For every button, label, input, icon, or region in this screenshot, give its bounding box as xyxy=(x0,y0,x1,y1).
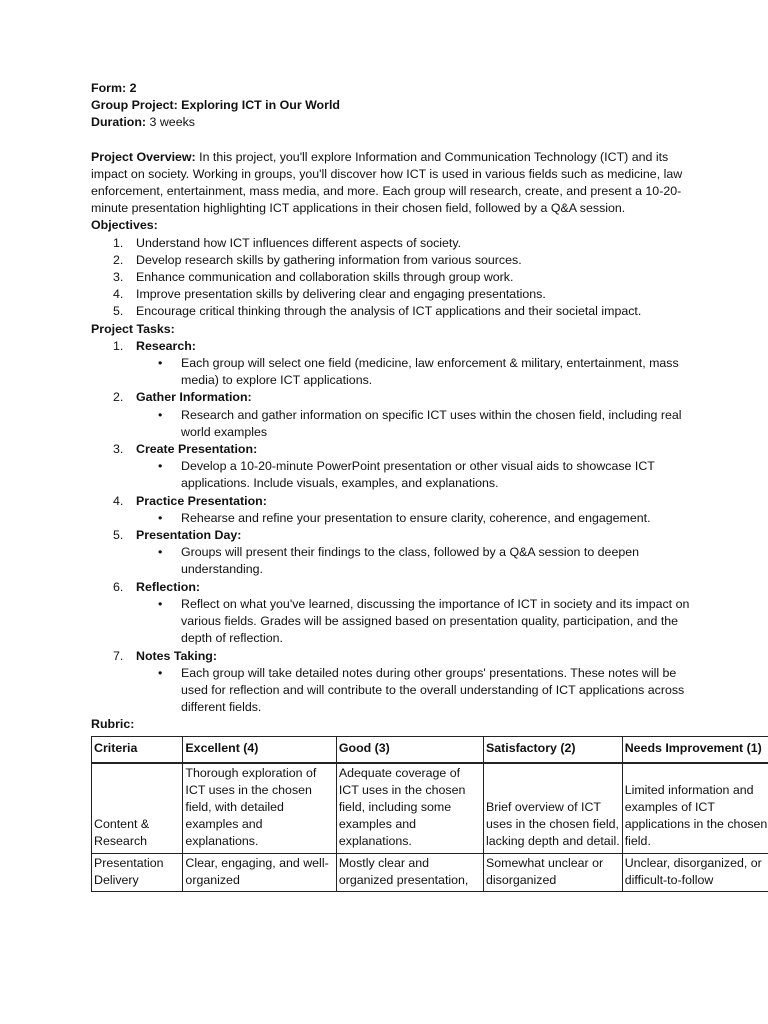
task-title: Research: xyxy=(136,338,196,353)
list-item: 1. Understand how ICT influences different aspects of society. xyxy=(113,235,462,250)
task-title: Notes Taking: xyxy=(136,648,218,663)
list-item: 2. Develop research skills by gathering information from various sources. xyxy=(113,252,522,267)
task-detail: • Groups will present their findings to the class, followed by a Q&A session to deepen understanding. xyxy=(158,545,640,577)
tasks-heading: Project Tasks: xyxy=(91,321,175,336)
task-detail: • Rehearse and refine your presentation to ensure clarity, coherence, and engagement. xyxy=(158,510,651,525)
table-cell: Adequate coverage of ICT uses in the chosen field, including some examples and explanations. xyxy=(336,763,483,854)
overview-text: In this project, you'll explore Information and Communication Technology (ICT) and its impact on society. Working in groups, you'll discover how ICT is used in various fields such as medicine, law enforcement, entertainment, mass media, and more. Each group will research, create, and present a 10-20-minute presentation highlighting ICT applications in their chosen field, followed by a Q&A session. xyxy=(91,149,683,216)
column-header: Excellent (4) xyxy=(183,736,336,763)
table-cell: Content & Research xyxy=(92,763,183,854)
form-line xyxy=(91,80,698,97)
duration-line xyxy=(91,114,698,131)
column-header: Needs Improvement (1) xyxy=(622,736,768,763)
list-item: 3. Enhance communication and collaboration skills through group work. xyxy=(113,270,514,285)
list-item: 4. Improve presentation skills by delivering clear and engaging presentations. xyxy=(113,287,546,302)
overview-label: Project Overview: xyxy=(91,149,196,164)
task-item: 7. Notes Taking: • Each group will take detailed notes during other groups' presentations. These notes will be used for reflection and will contribute to the overall understanding of ICT applications across different fields. xyxy=(91,648,698,717)
rubric-heading: Rubric: xyxy=(91,717,135,732)
rubric-table xyxy=(91,736,768,892)
project-title: Group Project: Exploring ICT in Our World xyxy=(91,98,340,113)
task-detail: • Develop a 10-20-minute PowerPoint presentation or other visual aids to showcase ICT applications. Include visuals, examples, and explanations. xyxy=(158,459,655,491)
task-item: 5. Presentation Day: • Groups will present their findings to the class, followed by a Q&A session to deepen understanding. xyxy=(91,527,698,579)
task-detail: • Each group will take detailed notes during other groups' presentations. These notes will be used for reflection and will contribute to the overall understanding of ICT applications across different fields. xyxy=(158,665,685,715)
task-item: 3. Create Presentation: • Develop a 10-20-minute PowerPoint presentation or other visual aids to showcase ICT applications. Include visuals, examples, and explanations. xyxy=(91,441,698,493)
table-cell: Brief overview of ICT uses in the chosen field, lacking depth and detail. xyxy=(484,763,623,854)
form-value: 2 xyxy=(129,81,137,95)
table-cell: Mostly clear and organized presentation, xyxy=(336,853,483,891)
task-title: Presentation Day: xyxy=(136,528,242,543)
duration-value: 3 weeks xyxy=(149,115,195,130)
task-title: Gather Information: xyxy=(136,390,252,405)
table-cell: Thorough exploration of ICT uses in the chosen field, with detailed examples and explanations. xyxy=(183,763,336,854)
task-item: 4. Practice Presentation: • Rehearse and refine your presentation to ensure clarity, coherence, and engagement. xyxy=(91,493,698,527)
tasks-list xyxy=(91,338,698,716)
objectives-heading: Objectives: xyxy=(91,218,158,233)
task-item: 2. Gather Information: • Research and gather information on specific ICT uses within the chosen field, including real world examples xyxy=(91,389,698,441)
table-row xyxy=(92,853,768,891)
table-cell: Unclear, disorganized, or difficult-to-follow xyxy=(622,853,768,891)
duration-label: Duration: xyxy=(91,115,147,130)
form-label: Form: xyxy=(91,81,127,95)
column-header: Satisfactory (2) xyxy=(484,736,623,763)
task-title: Create Presentation: xyxy=(136,442,258,457)
table-row xyxy=(92,763,768,854)
column-header: Good (3) xyxy=(336,736,483,763)
column-header: Criteria xyxy=(92,736,183,763)
table-cell: Limited information and examples of ICT applications in the chosen field. xyxy=(622,763,768,854)
table-cell: Somewhat unclear or disorganized xyxy=(484,853,623,891)
list-item: 5. Encourage critical thinking through the analysis of ICT applications and their societal impact. xyxy=(113,304,642,319)
table-header-row xyxy=(92,736,768,763)
task-detail: • Reflect on what you've learned, discussing the importance of ICT in society and its impact on various fields. Grades will be assigned based on presentation quality, participation, and the depth of reflection. xyxy=(158,596,690,646)
table-cell: Clear, engaging, and well-organized xyxy=(183,853,336,891)
table-cell: Presentation Delivery xyxy=(92,853,183,891)
overview-paragraph xyxy=(91,149,698,218)
task-item: 6. Reflection: • Reflect on what you've learned, discussing the importance of ICT in society and its impact on various fields. Grades will be assigned based on presentation quality, participation, and the depth of reflection. xyxy=(91,579,698,648)
objectives-list xyxy=(91,235,698,321)
task-title: Practice Presentation: xyxy=(136,493,267,508)
task-detail: • Each group will select one field (medicine, law enforcement & military, entertainment, mass media) to explore ICT applications. xyxy=(158,356,679,388)
task-detail: • Research and gather information on specific ICT uses within the chosen field, including real world examples xyxy=(158,407,682,439)
task-item: 1. Research: • Each group will select one field (medicine, law enforcement & military, entertainment, mass media) to explore ICT applications. xyxy=(91,338,698,390)
task-title: Reflection: xyxy=(136,579,201,594)
